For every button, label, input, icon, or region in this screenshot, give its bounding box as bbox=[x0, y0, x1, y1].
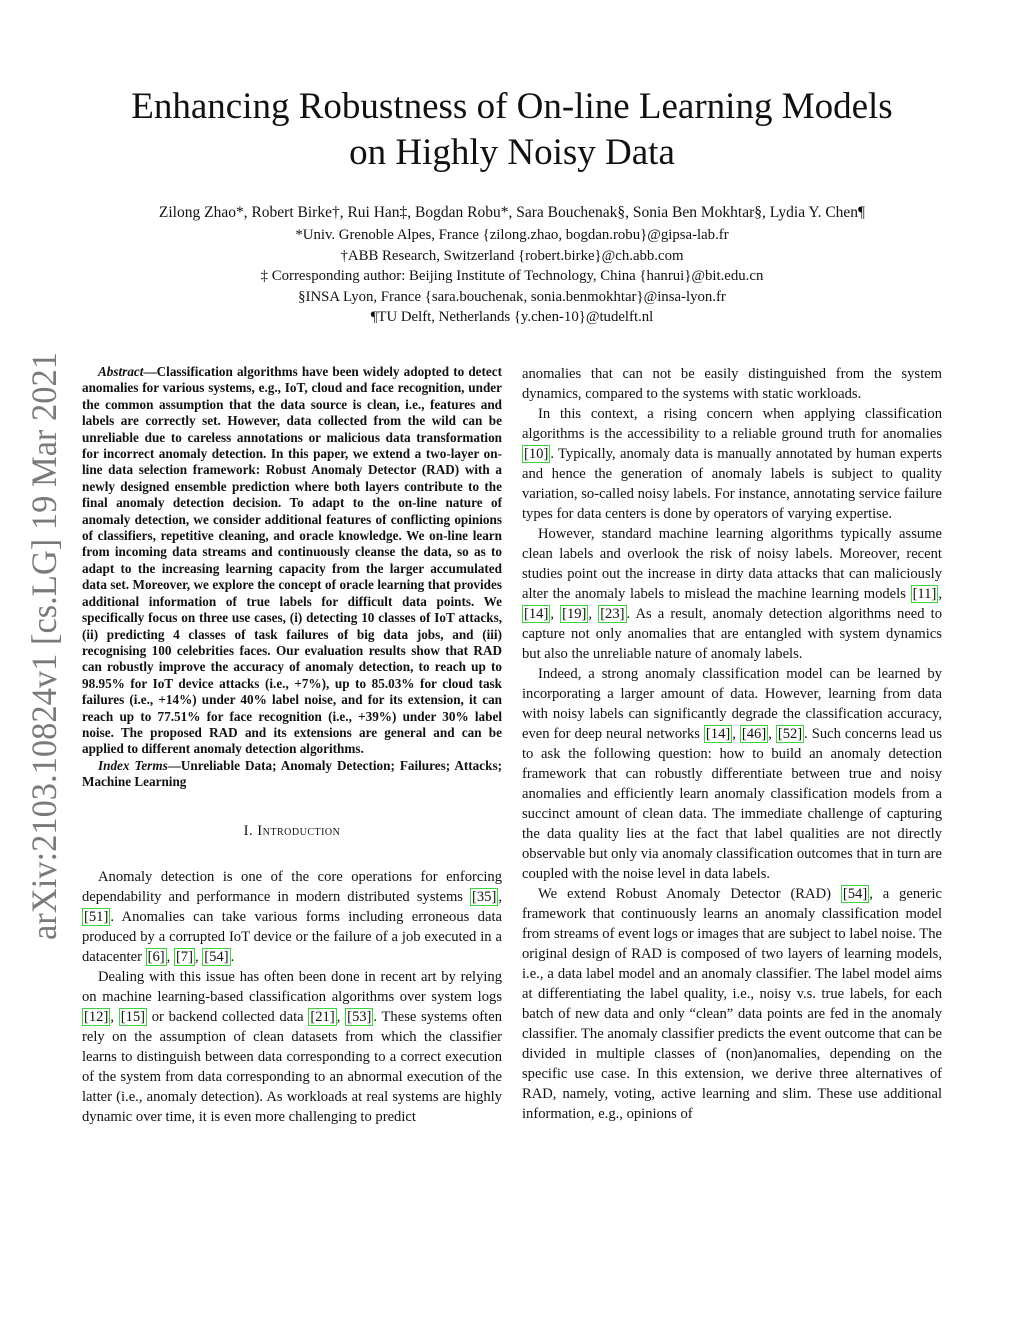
text-run: , bbox=[732, 726, 740, 742]
citation-link[interactable]: [12] bbox=[84, 1008, 109, 1025]
section-number: I. bbox=[243, 822, 254, 839]
affiliation-grenoble: *Univ. Grenoble Alpes, France {zilong.zhao, bogdan.robu}@gipsa-lab.fr bbox=[295, 227, 729, 243]
text-run: Anomaly detection is one of the core operations for enforcing dependability and performance in modern distributed systems bbox=[82, 868, 502, 905]
text-run: or backend collected data bbox=[147, 1008, 309, 1025]
citation-link[interactable]: [19] bbox=[562, 606, 587, 622]
citation-link[interactable]: [35] bbox=[472, 888, 497, 905]
citation-link[interactable]: [54] bbox=[842, 886, 868, 902]
paper-title bbox=[60, 84, 964, 176]
intro-paragraph-1 bbox=[82, 867, 502, 967]
abstract-text: —Classification algorithms have been widely adopted to detect anomalies for various systems, e.g., IoT, cloud and face recognition, under the common assumption that the data source is clean, i.e., features and labels are correctly set. However, data collected from the wild can be unreliable due to careless annotations or malicious data transformation for incorrect anomaly detection. In this paper, we extend a two-layer on-line data selection framework: Robust Anomaly Detector (RAD) with a newly designed ensemble prediction where both layers contribute to the final anomaly detection decision. To adapt to the on-line nature of anomaly detection, we consider additional features of conflicting opinions of classifiers, repetitive cleaning, and oracle knowledge. We on-line learn from incoming data streams and continuously cleanse the data, so as to adapt to the increasing learning capacity from the larger accumulated data set. Moreover, we explore the concept of oracle learning that provides additional information of true labels for difficult data points. We specifically focus on three use cases, (i) detecting 10 classes of IoT attacks, (ii) predicting 4 classes of task failures of big data jobs, and (iii) recognising 100 celebrities faces. Our evaluation results show that RAD can robustly improve the accuracy of anomaly detection, to reach up to 98.95% for IoT device attacks (i.e., +7%), up to 85.03% for cloud task failures (i.e., +14%) under 40% label noise, and for its extension, it can reach up to 77.51% for face recognition (i.e., +39%) under 30% label noise. The proposed RAD and its extensions are general and can be applied to different anomaly detection algorithms. bbox=[82, 364, 502, 757]
text-run: We extend Robust Anomaly Detector (RAD) bbox=[538, 886, 841, 902]
title-line-2: on Highly Noisy Data bbox=[349, 132, 675, 173]
citation-link[interactable]: [52] bbox=[777, 726, 803, 742]
text-run: . These systems often rely on the assumption of clean datasets from which the classifier learns to distinguish between data corresponding to a correct execution of the system from data corresponding to an abnormal execution of the latter (i.e., anomaly detection). As workloads at real systems are highly dynamic over time, it is even more challenging to predict bbox=[82, 1008, 502, 1125]
arxiv-identifier-text: arXiv:2103.10824v1 [cs.LG] 19 Mar 2021 bbox=[24, 326, 64, 940]
text-run: . Such concerns lead us to ask the following question: how to build an anomaly detection framework that can robustly differentiate between true and noisy anomalies and efficiently learn anomaly classification models from a succinct amount of clean data. The immediate challenge of capturing the data quality lies at the fact that label qualities are not directly observable but only via anomaly classification outcomes that in turn are coupled with the noise level in data labels. bbox=[522, 726, 943, 882]
intro-paragraph-4 bbox=[522, 524, 942, 664]
text-run: . Anomalies can take various forms including erroneous data produced by a corrupted IoT device or the failure of a job executed in a datacenter bbox=[82, 908, 502, 965]
citation-link[interactable]: [10] bbox=[524, 446, 549, 462]
continued-paragraph: anomalies that can not be easily distinguished from the system dynamics, compared to the systems with static workloads. bbox=[522, 366, 942, 402]
citation-link[interactable]: [54] bbox=[204, 948, 229, 965]
text-run: , bbox=[194, 948, 203, 965]
right-column bbox=[522, 364, 942, 1124]
text-run: . As a result, anomaly detection algorithms need to capture not only anomalies that are entangled with system dynamics but also the unreliable nature of anomaly labels. bbox=[522, 606, 943, 662]
text-run: , a generic framework that continuously learns an anomaly classification model from streams of event logs or images that are subject to label noise. The original design of RAD is composed of two layers of learning models, i.e., a data label model and an anomaly classifier. The label model aims at differentiating the label quality, i.e., noisy v.s. true labels, for each batch of new data and only “clean” data points are fed in the anomaly classifier. The anomaly classifier predicts the event outcome that can be divided in multiple classes of (non)anomalies, depending on the specific use case. In this extension, we derive three alternatives of RAD, namely, voting, active learning and slim. These use additional information, e.g., opinions of bbox=[522, 886, 942, 1122]
text-run: , bbox=[588, 606, 599, 622]
citation-link[interactable]: [23] bbox=[600, 606, 625, 622]
citation-link[interactable]: [53] bbox=[347, 1008, 372, 1025]
intro-paragraph-5 bbox=[522, 664, 942, 884]
citation-link[interactable]: [51] bbox=[84, 908, 109, 925]
index-terms-label: Index Terms bbox=[98, 757, 168, 773]
citation-link[interactable]: [46] bbox=[741, 726, 767, 742]
citation-link[interactable]: [6] bbox=[147, 948, 165, 965]
citation-link[interactable]: [14] bbox=[524, 606, 549, 622]
intro-paragraph-2 bbox=[82, 967, 502, 1127]
text-run: In this context, a rising concern when applying classification algorithms is the accessibility to a reliable ground truth for anomalies bbox=[522, 406, 942, 442]
text-run: , bbox=[110, 1008, 119, 1025]
text-run: , bbox=[550, 606, 561, 622]
text-run: However, standard machine learning algorithms typically assume clean labels and overlook the risk of noisy labels. Moreover, recent studies point out the increase in dirty data attacks that can maliciously alter the anomaly labels to mislead the machine learning models bbox=[522, 526, 942, 602]
citation-link[interactable]: [15] bbox=[120, 1008, 146, 1025]
affiliation-delft: ¶TU Delft, Netherlands {y.chen-10}@tudelft.nl bbox=[370, 309, 654, 325]
intro-paragraph-3 bbox=[522, 404, 942, 524]
text-run: . bbox=[230, 948, 235, 965]
affiliation-insa: §INSA Lyon, France {sara.bouchenak, sonia.benmokhtar}@insa-lyon.fr bbox=[298, 288, 726, 305]
affiliations bbox=[100, 225, 924, 328]
affiliation-abb: †ABB Research, Switzerland {robert.birke}@ch.abb.com bbox=[340, 247, 684, 264]
abstract-label: Abstract bbox=[98, 364, 144, 379]
text-run: , bbox=[336, 1008, 346, 1025]
left-column bbox=[82, 364, 502, 1127]
citation-link[interactable]: [14] bbox=[705, 726, 731, 742]
section-heading-introduction bbox=[82, 821, 502, 841]
index-terms-text: —Unreliable Data; Anomaly Detection; Failures; Attacks; Machine Learning bbox=[82, 757, 502, 790]
text-run: , bbox=[498, 888, 502, 905]
citation-link[interactable]: [11] bbox=[912, 586, 937, 602]
text-run: Indeed, a strong anomaly classification model can be learned by incorporating a larger amount of data. However, learning from data with noisy labels can significantly degrade the classification accuracy, even for deep neural networks bbox=[522, 666, 942, 742]
author-list: Zilong Zhao*, Robert Birke†, Rui Han‡, Bogdan Robu*, Sara Bouchenak§, Sonia Ben Mokhtar§, Lydia Y. Chen¶ bbox=[158, 204, 866, 221]
text-run: . Typically, anomaly data is manually annotated by human experts and hence the generation of anomaly labels is subject to quality variation, so-called noisy labels. For instance, annotating service failure types for data centers is done by operators of varying expertise. bbox=[522, 446, 942, 522]
affiliation-beijing: ‡ Corresponding author: Beijing Institute of Technology, China {hanrui}@bit.edu.cn bbox=[260, 268, 764, 284]
text-run: , bbox=[938, 586, 942, 602]
text-run: , bbox=[166, 948, 174, 965]
arxiv-side-stamp bbox=[6, 300, 78, 960]
citation-link[interactable]: [7] bbox=[175, 948, 193, 965]
text-run: Dealing with this issue has often been done in recent art by relying on machine learning-based classification algorithms over system logs bbox=[82, 968, 502, 1005]
citation-link[interactable]: [21] bbox=[310, 1008, 335, 1025]
section-title: Introduction bbox=[257, 822, 341, 839]
intro-paragraph-6 bbox=[522, 884, 942, 1124]
title-line-1: Enhancing Robustness of On-line Learning Models bbox=[131, 86, 893, 127]
index-terms bbox=[82, 758, 502, 791]
text-run: , bbox=[768, 726, 776, 742]
abstract bbox=[82, 364, 502, 758]
